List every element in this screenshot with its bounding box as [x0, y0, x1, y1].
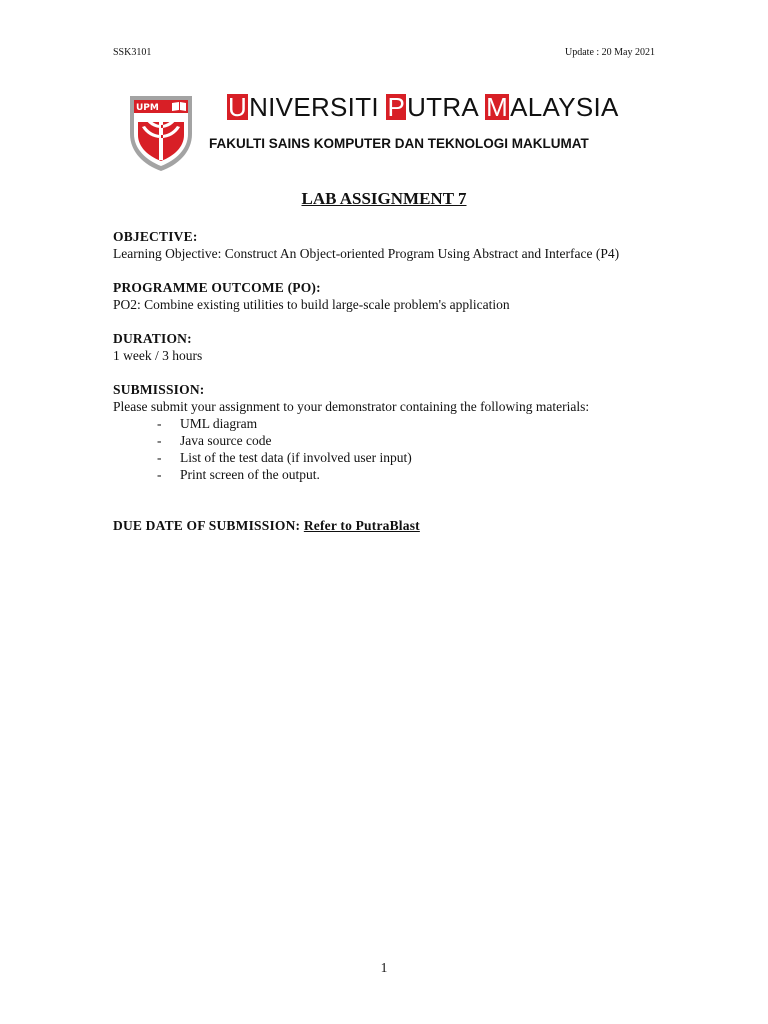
- list-item: - UML diagram: [157, 415, 656, 432]
- course-code: SSK3101: [113, 47, 152, 58]
- university-word-2: UTRA: [407, 92, 486, 122]
- objective-text: Learning Objective: Construct An Object-oriented Program Using Abstract and Interface (P4): [113, 246, 620, 261]
- university-cap-u: U: [228, 92, 248, 122]
- submission-section: [113, 381, 656, 483]
- update-date: Update : 20 May 2021: [565, 47, 655, 58]
- duration-heading: DURATION:: [113, 331, 192, 346]
- university-word-3: ALAYSIA: [510, 92, 619, 122]
- submission-heading: SUBMISSION:: [113, 382, 205, 397]
- list-item: - Print screen of the output.: [157, 466, 656, 483]
- duration-text: 1 week / 3 hours: [113, 348, 203, 363]
- po-text: PO2: Combine existing utilities to build large-scale problem's application: [113, 297, 510, 312]
- objective-heading: OBJECTIVE:: [113, 229, 198, 244]
- university-cap-p: P: [387, 92, 406, 122]
- due-date-value: Refer to PutraBlast: [303, 518, 420, 533]
- book-icon: [172, 102, 186, 111]
- due-date-line: [113, 517, 656, 534]
- document-title-text: LAB ASSIGNMENT 7: [301, 189, 467, 208]
- po-heading: PROGRAMME OUTCOME (PO):: [113, 280, 321, 295]
- document-body: [113, 228, 656, 534]
- university-name: [227, 92, 619, 123]
- upm-logo: [128, 94, 194, 172]
- duration-section: [113, 330, 656, 364]
- list-item: - Java source code: [157, 432, 656, 449]
- university-word-1: NIVERSITI: [249, 92, 387, 122]
- due-date-label: DUE DATE OF SUBMISSION:: [113, 518, 304, 533]
- list-item: - List of the test data (if involved user input): [157, 449, 656, 466]
- logo-text: UPM: [136, 103, 159, 113]
- faculty-name: FAKULTI SAINS KOMPUTER DAN TEKNOLOGI MAKLUMAT: [209, 136, 589, 151]
- po-section: [113, 279, 656, 313]
- document-title: [0, 189, 768, 209]
- objective-section: [113, 228, 656, 262]
- university-cap-m: M: [486, 92, 509, 122]
- page-number: 1: [380, 960, 388, 975]
- materials-list: [113, 415, 656, 483]
- submission-text: Please submit your assignment to your demonstrator containing the following materials:: [113, 399, 590, 414]
